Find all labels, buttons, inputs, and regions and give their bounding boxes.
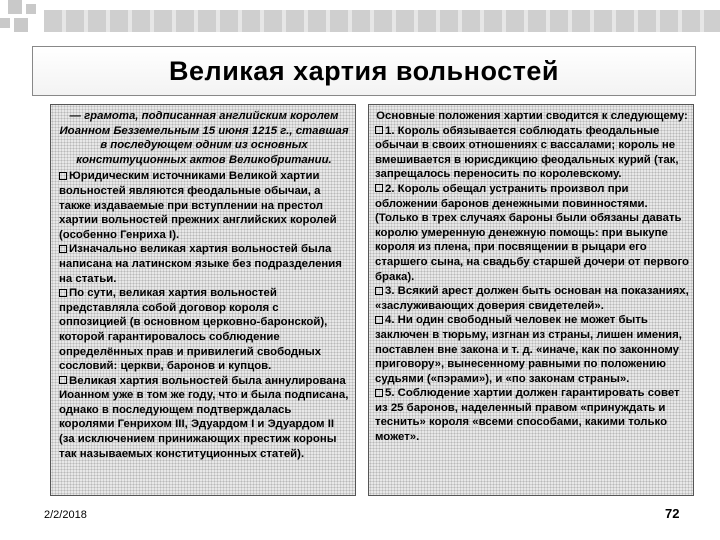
provision-item xyxy=(375,386,689,444)
provision-item-text: 1. Король обязывается соблюдать феодальные обычаи в своих отношениях с вассалами; король не вмешивается в юрисдикцию феодальных курий (так, запрещалось переносить по королевскому. xyxy=(375,124,679,181)
decorative-top-band xyxy=(44,10,720,32)
provision-item xyxy=(375,313,689,386)
page-number: 72 xyxy=(665,506,680,521)
provision-item-text: 3. Всякий арест должен быть основан на показаниях, «заслуживающих доверия свидетелей». xyxy=(375,285,689,312)
left-paragraph xyxy=(59,169,349,242)
provision-item xyxy=(375,182,689,284)
left-paragraph-text: Великая хартия вольностей была аннулирована Иоанном уже в том же году, что и была подписана, однако в последующем подтверждалась королями Генрихом III, Эдуардом I и Эдуардом II (за исключением принижающих престиж короны так называемых конституционных статей). xyxy=(59,374,349,460)
left-paragraph-text: По сути, великая хартия вольностей представляла собой договор короля с оппозицией (в основном церковно-баронской), которой гарантировалось соблюдение определённых прав и привилегий свободных сословий: церкви, баронов и купцов. xyxy=(59,287,328,373)
title-box xyxy=(32,46,696,96)
definition-text: — грамота, подписанная английским королем Иоанном Безземельным 15 июня 1215 г., ставшая в последующем одним из основных конституционных актов Великобритании. xyxy=(59,110,349,166)
provision-item-text: 2. Король обещал устранить произвол при обложении баронов денежными повинностями. (Только в трех случаях бароны были обязаны давать королю умеренную денежную помощь: при выкупе короля из плена, при посвящении в рыцари его старшего сына, на свадьбу старшей дочери от первого брака). xyxy=(375,182,690,283)
checkbox-bullet-icon xyxy=(375,287,383,295)
provisions-heading: Основные положения хартии сводится к следующему: xyxy=(376,110,688,122)
checkbox-bullet-icon xyxy=(59,289,67,297)
left-paragraph-text: Изначально великая хартия вольностей была написана на латинском языке без подразделения на статьи. xyxy=(59,243,342,285)
checkbox-bullet-icon xyxy=(375,184,383,192)
right-text-panel xyxy=(368,104,694,496)
left-paragraph xyxy=(59,242,349,286)
slide-title: Великая хартия вольностей xyxy=(169,55,559,86)
provision-item xyxy=(375,124,689,182)
provision-item-text: 5. Соблюдение хартии должен гарантировать совет из 25 баронов, наделенный правом «принуждать и теснить» короля «всеми способами, какими только может». xyxy=(375,387,680,444)
left-paragraph xyxy=(59,286,349,374)
left-text-panel xyxy=(50,104,356,496)
left-paragraph-text: Юридическим источниками Великой хартии вольностей являются феодальные обычаи, а также издаваемые при вступлении на престол хартии вольностей прежних английских королей (особенно Генриха I). xyxy=(59,170,337,241)
decorative-square xyxy=(8,0,22,14)
checkbox-bullet-icon xyxy=(375,126,383,134)
checkbox-bullet-icon xyxy=(59,376,67,384)
checkbox-bullet-icon xyxy=(375,389,383,397)
footer-date: 2/2/2018 xyxy=(44,509,87,521)
decorative-square xyxy=(26,4,36,14)
checkbox-bullet-icon xyxy=(59,245,67,253)
decorative-square xyxy=(14,18,28,32)
provision-item xyxy=(375,284,689,313)
left-paragraph xyxy=(59,374,349,462)
decorative-square xyxy=(0,18,10,28)
checkbox-bullet-icon xyxy=(59,172,67,180)
provision-item-text: 4. Ни один свободный человек не может быть заключен в тюрьму, изгнан из страны, лишен имения, поставлен вне закона и т. д. «иначе, как по законному приговору», вынесенному равными по положению судьями («пэрами»), и «по законам страны». xyxy=(375,314,682,385)
checkbox-bullet-icon xyxy=(375,316,383,324)
